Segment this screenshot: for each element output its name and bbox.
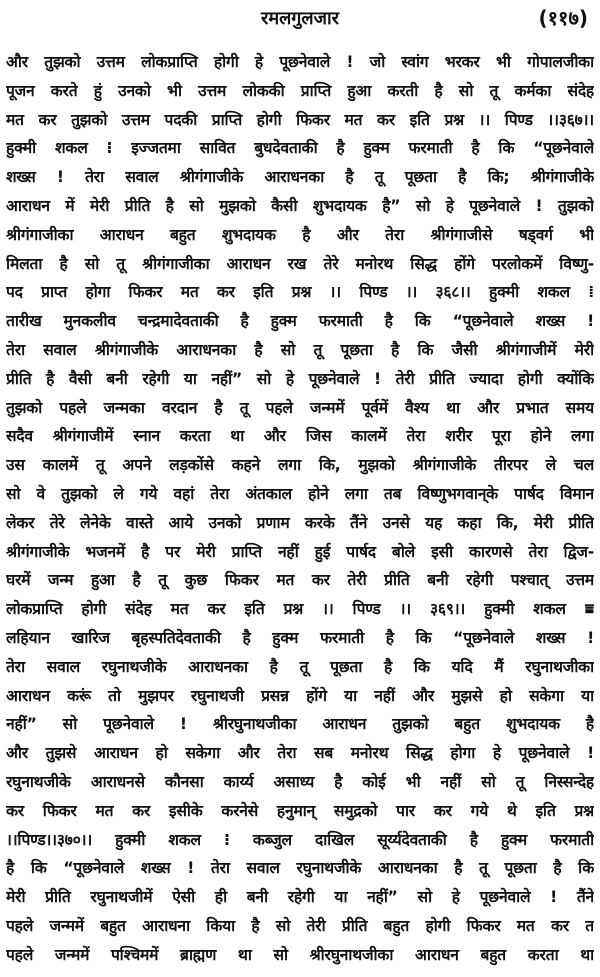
text-line: नहीं” सो पूछनेवाले ! श्रीरघुनाथजीका आराधन तुझको बहुत शुभदायक है xyxy=(6,715,594,734)
text-line: है कि “पूछनेवाले शख्स ! तेरा सवाल रघुनाथजीके आराधनका है तू पूछता है कि xyxy=(6,859,594,878)
body-text xyxy=(6,48,594,970)
page-header xyxy=(0,0,600,46)
text-line: सो वे तुझको ले गये वहां तेरा अंतकाल होने लगा तब विष्णुभगवान्‌के पार्षद विमान xyxy=(6,484,594,503)
text-line: लेकर तेरे लेनेके वास्ते आये उनको प्रणाम करके तैंने उनसे यह कहा कि, मेरी प्रीति xyxy=(6,513,594,532)
text-line: कर फिकर मत कर इसीके करनेसे हनुमान् समुद्रको पार कर गये थे इति प्रश्न xyxy=(6,801,594,820)
text-line: और तुझसे आराधन हो सकेगा और तेरा सब मनोरथ सिद्ध होगा हे पूछनेवाले ! xyxy=(6,744,594,763)
text-line: आराधन में मेरी प्रीति है सो मुझको कैसी शुभदायक है” सो हे पूछनेवाले ! तुझको xyxy=(6,196,594,215)
text-line: लोकप्राप्ति होगी संदेह मत कर इति प्रश्न ।। पिण्ड ।। ३६९।। हुक्मी शकल ⩸ xyxy=(6,600,594,619)
text-line: तुझको पहले जन्मका वरदान है तू पहले जन्ममें पूर्वमें वैश्य था और प्रभात समय xyxy=(6,398,594,417)
text-line: श्रीगंगाजीके भजनमें है पर मेरी प्राप्ति नहीं हुई पार्षद बोले इसी कारणसे तेरा द्विज- xyxy=(6,542,594,561)
text-line: ।।पिण्ड।।३७०।। हुक्मी शकल ⁝ कब्जुल दाखिल सूर्य्यदेवताकी है हुक्म फरमाती xyxy=(6,830,594,849)
text-line: प्रीति है वैसी बनी रहेगी या नहीं” सो हे पूछनेवाले ! तेरी प्रीति ज्यादा होगी क्योंकि xyxy=(6,369,594,388)
page-number: (११७) xyxy=(538,6,588,30)
text-line: सदैव श्रीगंगाजीमें स्नान करता था और जिस कालमें तेरा शरीर पूरा होने लगा xyxy=(6,427,594,446)
text-line: तेरा सवाल श्रीगंगाजीके आराधनका है सो तू पूछता है कि जैसी श्रीगंगाजीमें मेरी xyxy=(6,340,594,359)
text-line: रघुनाथजीके आराधनसे कौनसा कार्य्य असाध्य है कोई भी नहीं सो तू निस्सन्देह xyxy=(6,772,594,791)
text-line: पहले जन्ममें बहुत आराधना किया है सो तेरी प्रीति बहुत होगी फिकर मत कर त xyxy=(6,916,594,935)
text-line: पद प्राप्त होगा फिकर मत कर इति प्रश्न ।। पिण्ड ।। ३६८।। हुक्मी शकल ⁞ xyxy=(6,283,594,302)
text-line: आराधन करूं तो मुझपर रघुनाथजी प्रसन्न होंगे या नहीं और मुझसे हो सकेगा या xyxy=(6,686,594,705)
text-line: मेरी प्रीति रघुनाथजीमें ऐसी ही बनी रहेगी या नहीं” सो हे पूछनेवाले ! तैंने xyxy=(6,888,594,907)
text-line: घरमें जन्म हुआ है तू कुछ फिकर मत कर तेरी प्रीति बनी रहेगी पश्चात् उत्तम xyxy=(6,571,594,590)
text-line: तारीख मुनकलीव चन्द्रमादेवताकी है हुक्म फरमाती है कि “पूछनेवाले शख्स ! xyxy=(6,312,594,331)
text-line: हुक्मी शकल ⁝ इज्जतमा सावित बुधदेवताकी है हुक्म फरमाती है कि “पूछनेवाले xyxy=(6,139,594,158)
text-line: शख्स ! तेरा सवाल श्रीगंगाजीके आराधनका है तू पूछता है कि; श्रीगंगाजीके xyxy=(6,168,594,187)
text-line: पहले जन्ममें पश्चिममें ब्राह्मण था सो श्रीरघुनाथजीका आराधन बहुत करता था xyxy=(6,945,594,964)
text-line: मिलता है सो तू श्रीगंगाजीका आराधन रख तेरे मनोरथ सिद्ध होंगे परलोकमें विष्णु- xyxy=(6,254,594,273)
running-title: रमलगुलजार xyxy=(260,8,340,29)
text-line: मत कर तुझको उत्तम पदकी प्राप्ति होगी फिकर मत कर इति प्रश्न ।। पिण्ड ।।३६७।। xyxy=(6,110,594,129)
text-line: पूजन करते हुं उनको भी उत्तम लोककी प्राप्ति हुआ करती है सो तू कर्मका संदेह xyxy=(6,81,594,100)
text-line: तेरा सवाल रघुनाथजीके आराधनका है तू पूछता है कि यदि मैं रघुनाथजीका xyxy=(6,657,594,676)
text-line: और तुझको उत्तम लोकप्राप्ति होगी हे पूछनेवाले ! जो स्वांग भरकर भी गोपालजीका xyxy=(6,53,594,71)
text-line: लहियान खारिज बृहस्पतिदेवताकी है हुक्म फरमाती है कि “पूछनेवाले शख्स ! xyxy=(6,628,594,647)
text-line: उस कालमें तू अपने लड़कोंसे कहने लगा कि, मुझको श्रीगंगाजीके तीरपर ले चल xyxy=(6,456,594,475)
text-line: श्रीगंगाजीका आराधन बहुत शुभदायक है और तेरा श्रीगंगाजीसे षड्वर्ग भी xyxy=(6,225,594,244)
